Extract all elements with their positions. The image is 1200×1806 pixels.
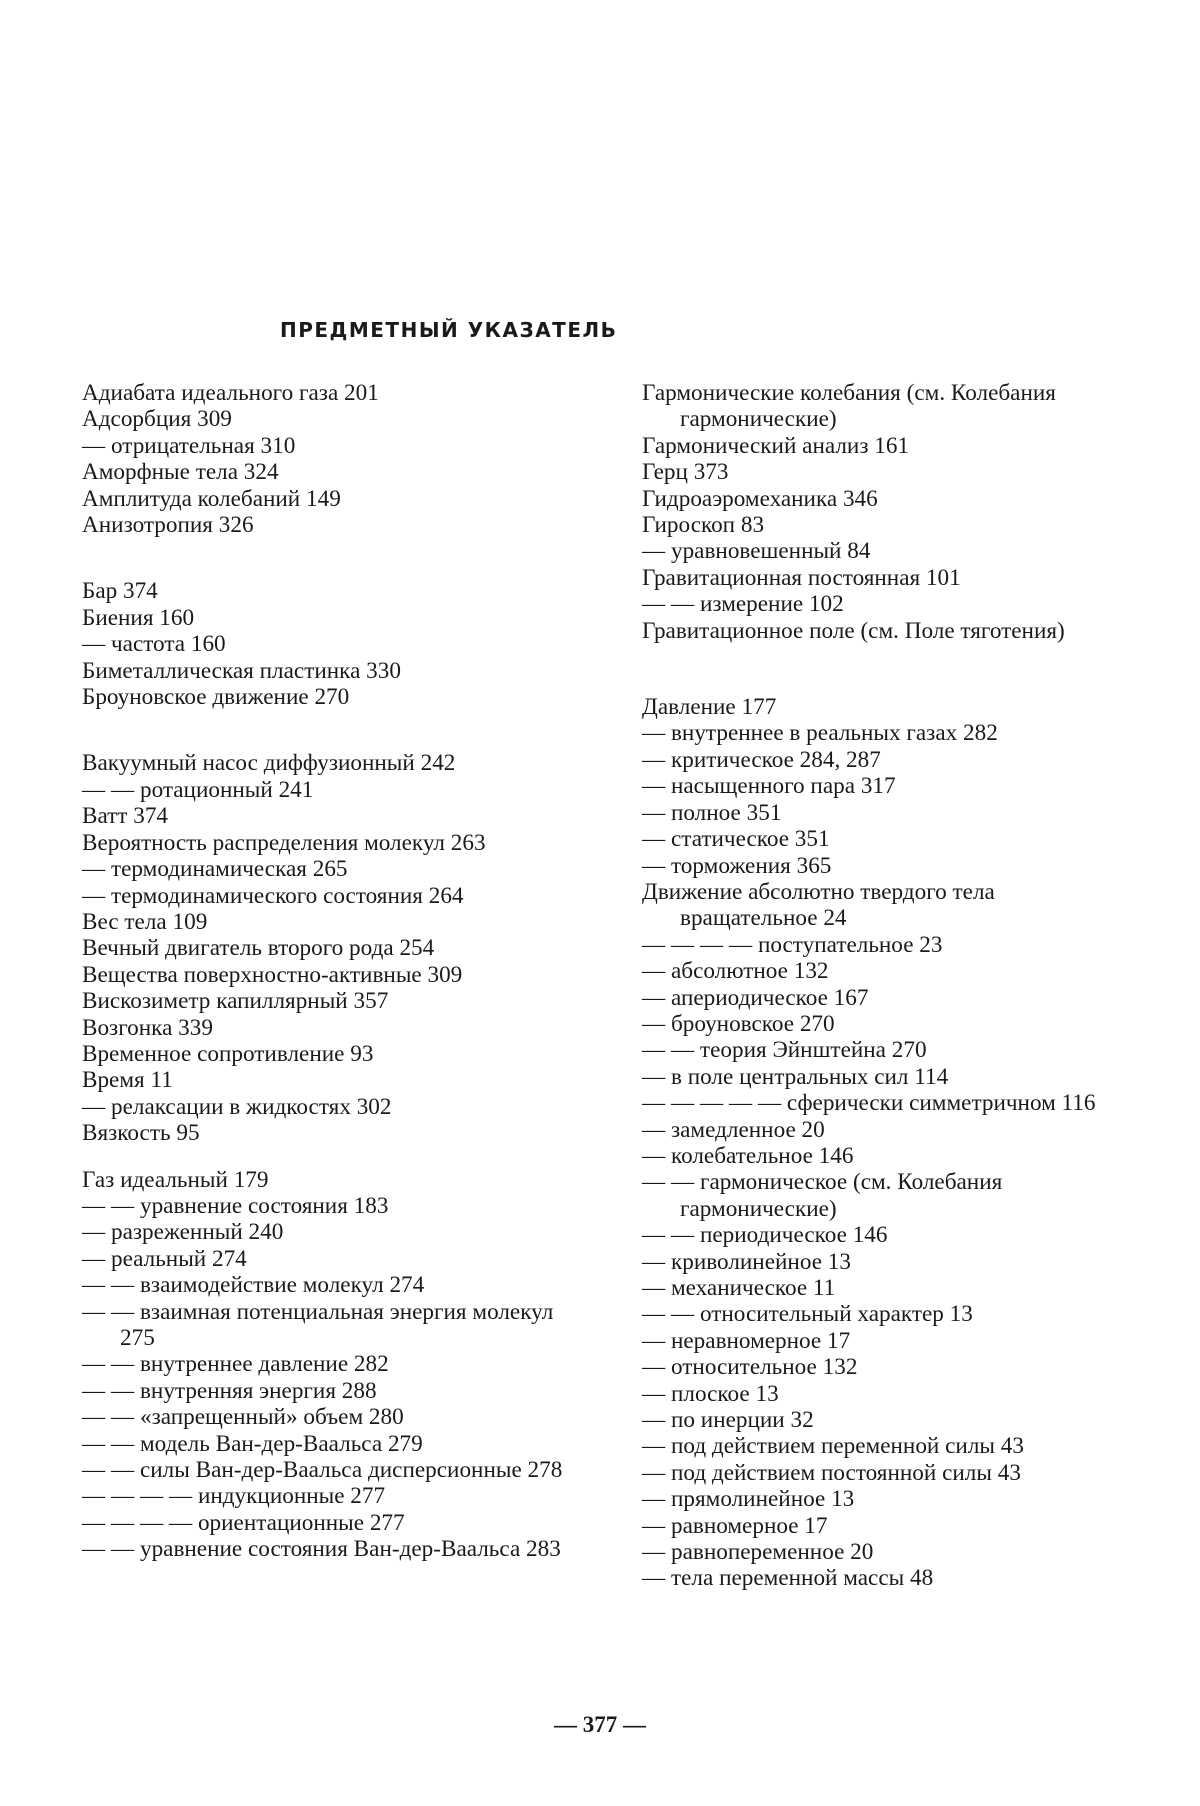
index-entry: — апериодическое 167 [642,984,869,1011]
index-entry: — — модель Ван-дер-Ваальса 279 [82,1430,423,1457]
index-entry: — — внутренняя энергия 288 [82,1377,377,1404]
index-entry: Давление 177 [642,694,777,721]
index-entry: Гармонические колебания (см. Колебания гармонические) [642,380,1056,433]
index-entry: Амплитуда колебаний 149 [82,485,341,512]
index-entry: — — силы Ван-дер-Ваальса дисперсионные 278 [82,1457,563,1484]
page-title: ПРЕДМЕТНЫЙ УКАЗАТЕЛЬ [280,318,618,342]
index-entry: Газ идеальный 179 [82,1166,269,1193]
index-entry: — термодинамического состояния 264 [82,882,464,909]
index-entry: Гироскоп 83 [642,512,765,539]
index-entry: — — уравнение состояния 183 [82,1192,389,1219]
index-entry: — неравномерное 17 [642,1327,851,1354]
index-entry: — броуновское 270 [642,1010,835,1037]
index-entry: — равномерное 17 [642,1512,828,1539]
index-entry: Гармонический анализ 161 [642,432,910,459]
index-entry: — статическое 351 [642,826,830,853]
index-entry: Возгонка 339 [82,1014,213,1041]
index-entry: Адсорбция 309 [82,406,232,433]
index-entry: Движение абсолютно твердого тела вращательное 24 [642,878,995,932]
index-entry: Биметаллическая пластинка 330 [82,657,401,684]
index-column-right [642,380,1122,1592]
index-entry: — — периодическое 146 [642,1222,888,1249]
index-entry: Время 11 [82,1067,173,1094]
index-entry: — — гармоническое (см. Колебания гармонические) [642,1169,1003,1222]
index-entry: — абсолютное 132 [642,958,829,985]
index-entry: — в поле центральных сил 114 [642,1063,949,1090]
index-entry: Адиабата идеального газа 201 [82,380,379,406]
index-entry: — реальный 274 [82,1245,247,1272]
index-entry: — разреженный 240 [82,1219,284,1246]
index-group-d [642,694,1122,1592]
index-entry: Бар 374 [82,578,158,605]
index-entry: — релаксации в жидкостях 302 [82,1093,392,1120]
index-entry: Вещества поверхностно-активные 309 [82,961,463,988]
index-entry: — — ротационный 241 [82,776,314,803]
index-entry: Вероятность распределения молекул 263 [82,829,486,856]
index-group-g [82,1167,582,1563]
index-entry: — насыщенного пара 317 [642,773,896,800]
index-entry: Вес тела 109 [82,908,208,935]
index-entry: — — взаимодействие молекул 274 [82,1272,425,1299]
index-entry: — замедленное 20 [642,1116,825,1143]
index-group-b [82,578,582,710]
index-entry: — внутреннее в реальных газах 282 [642,720,998,747]
index-entry: — — — — поступательное 23 [642,931,943,958]
index-entry: — прямолинейное 13 [642,1486,855,1513]
index-entry: — — — — ориентационные 277 [82,1509,405,1536]
index-entry: — плоское 13 [642,1380,779,1407]
index-entry: — отрицательная 310 [82,432,296,459]
index-group-g-cont [642,380,1122,644]
index-entry: — — измерение 102 [642,591,844,618]
index-entry: — — относительный характер 13 [642,1301,973,1328]
index-entry: Гравитационная постоянная 101 [642,564,961,591]
index-entry: Гидроаэромеханика 346 [642,485,878,512]
index-group-a [82,380,582,538]
index-entry: — под действием постоянной силы 43 [642,1459,1021,1486]
index-entry: Броуновское движение 270 [82,684,350,711]
index-entry: — — — — индукционные 277 [82,1483,386,1510]
index-column-left [82,380,582,1563]
index-entry: — торможения 365 [642,852,832,879]
index-entry: Герц 373 [642,459,729,486]
index-entry: Ватт 374 [82,803,169,830]
index-entry: Временное сопротивление 93 [82,1040,374,1067]
index-entry: Вязкость 95 [82,1120,200,1147]
index-entry: Гравитационное поле (см. Поле тяготения) [642,617,1065,644]
index-group-v [82,750,582,1146]
index-entry: — полное 351 [642,799,782,826]
index-entry: — тела переменной массы 48 [642,1565,934,1592]
index-entry: Аморфные тела 324 [82,459,279,486]
index-entry: — — взаимная потенциальная энергия молекул 275 [82,1298,554,1351]
index-entry: — под действием переменной силы 43 [642,1433,1024,1460]
index-entry: — — — — — сферически симметричном 116 [642,1090,1096,1117]
index-entry: — — теория Эйнштейна 270 [642,1037,927,1064]
index-entry: — уравновешенный 84 [642,538,871,565]
index-entry: Анизотропия 326 [82,512,254,539]
index-entry: — криволинейное 13 [642,1248,851,1275]
index-entry: — термодинамическая 265 [82,856,348,883]
index-entry: — — «запрещенный» объем 280 [82,1404,404,1431]
index-entry: — критическое 284, 287 [642,746,881,773]
index-entry: Вечный двигатель второго рода 254 [82,935,435,962]
index-entry: Вакуумный насос диффузионный 242 [82,750,456,777]
index-entry: Биения 160 [82,604,195,631]
index-entry: — механическое 11 [642,1275,836,1301]
index-entry: — по инерции 32 [642,1407,814,1434]
index-entry: — — внутреннее давление 282 [82,1351,389,1378]
index-entry: Вискозиметр капиллярный 357 [82,988,389,1015]
index-entry: — — уравнение состояния Ван-дер-Ваальса 283 [82,1536,561,1563]
index-entry: — равнопеременное 20 [642,1539,874,1566]
page-number: — 377 — [554,1712,646,1737]
index-entry: — относительное 132 [642,1354,858,1381]
index-entry: — частота 160 [82,631,226,658]
index-entry: — колебательное 146 [642,1142,854,1169]
